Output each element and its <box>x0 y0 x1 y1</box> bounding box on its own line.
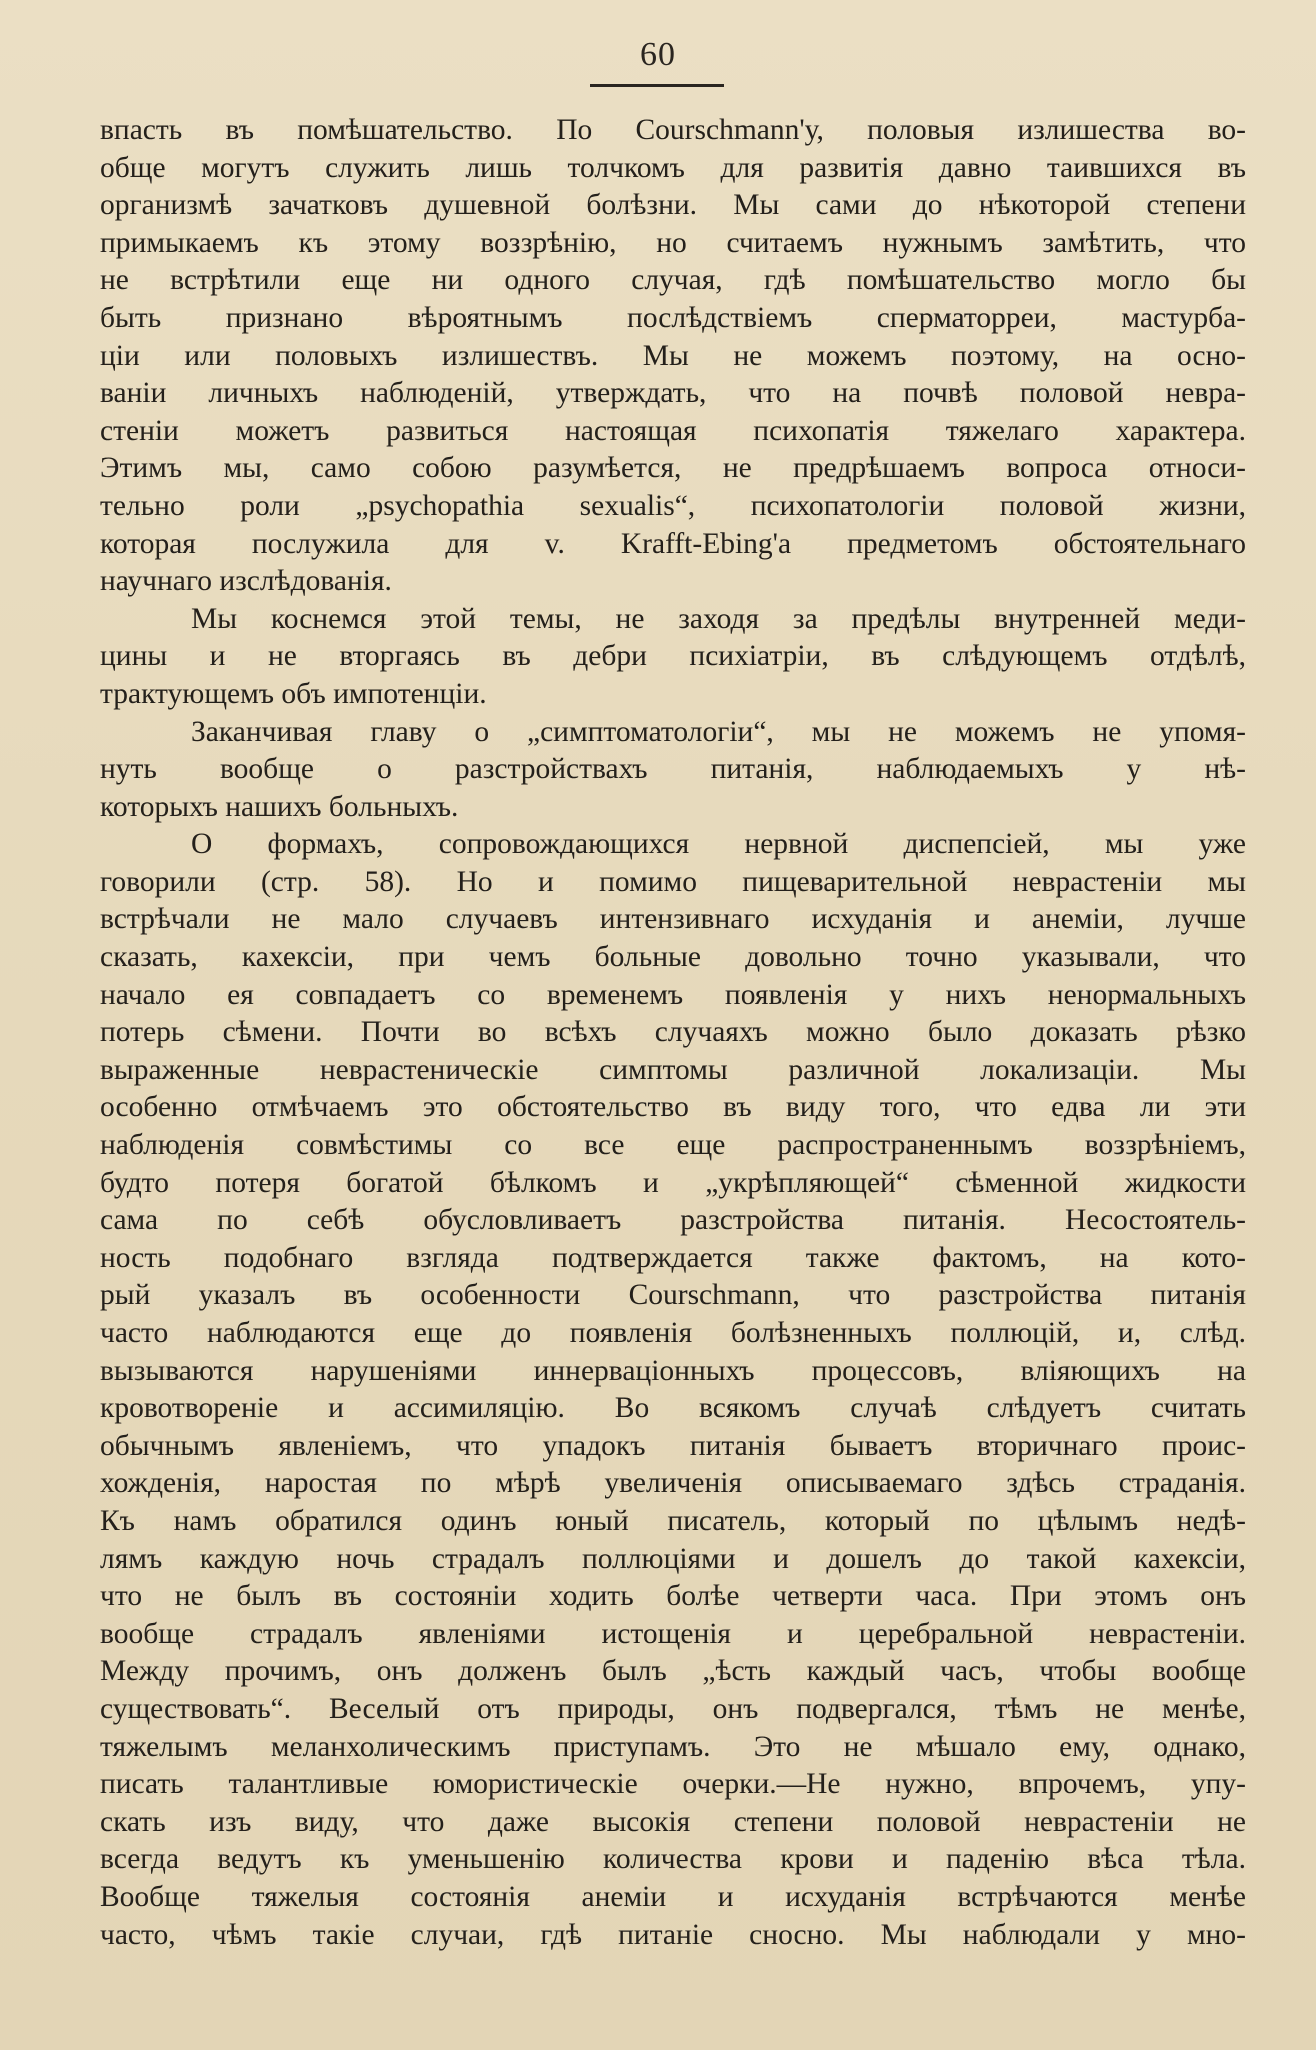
text-line: ваніи личныхъ наблюденій, утверждать, что на почвѣ половой невра- <box>100 377 1246 410</box>
text-line: встрѣчали не мало случаевъ интензивнаго исхуданія и анеміи, лучше <box>100 903 1246 936</box>
text-line: стеніи можетъ развиться настоящая психопатія тяжелаго характера. <box>100 414 1246 447</box>
text-line: Мы коснемся этой темы, не заходя за предѣлы внутренней меди- <box>191 602 1246 635</box>
text-line: вызываются нарушеніями иннерваціонныхъ процессовъ, вліяющихъ на <box>100 1354 1246 1387</box>
text-line: организмѣ зачатковъ душевной болѣзни. Мы сами до нѣкоторой степени <box>100 189 1246 222</box>
text-line: Между прочимъ, онъ долженъ былъ „ѣсть каждый часъ, чтобы вообще <box>100 1655 1246 1688</box>
text-line: наблюденія совмѣстимы со все еще распространеннымъ воззрѣніемъ, <box>100 1129 1246 1162</box>
text-line: сама по себѣ обусловливаетъ разстройства питанія. Несостоятель- <box>100 1204 1246 1237</box>
text-line: вообще страдалъ явленіями истощенія и церебральной неврастеніи. <box>100 1617 1246 1650</box>
text-line: Заканчивая главу о „симптоматологіи“, мы не можемъ не упомя- <box>191 715 1246 748</box>
text-line: скать изъ виду, что даже высокія степени половой неврастеніи не <box>100 1805 1246 1838</box>
page-number: 60 <box>640 36 676 73</box>
text-line: ность подобнаго взгляда подтверждается также фактомъ, на кото- <box>100 1241 1246 1274</box>
text-line: трактующемъ объ импотенціи. <box>100 677 487 710</box>
text-line: которыхъ нашихъ больныхъ. <box>100 790 459 823</box>
text-line: часто, чѣмъ такіе случаи, гдѣ питаніе сносно. Мы наблюдали у мно- <box>100 1918 1246 1951</box>
text-line: всегда ведутъ къ уменьшенію количества крови и паденію вѣса тѣла. <box>100 1843 1246 1876</box>
text-line: лямъ каждую ночь страдалъ поллюціями и дошелъ до такой кахексіи, <box>100 1542 1246 1575</box>
text-line: говорили (стр. 58). Но и помимо пищеварительной неврастеніи мы <box>100 865 1246 898</box>
text-line: ціи или половыхъ излишествъ. Мы не можемъ поэтому, на осно- <box>100 339 1246 372</box>
text-line: потерь сѣмени. Почти во всѣхъ случаяхъ можно было доказать рѣзко <box>100 1016 1246 1049</box>
text-line: Къ намъ обратился одинъ юный писатель, который по цѣлымъ недѣ- <box>100 1504 1246 1537</box>
header-rule <box>590 84 724 87</box>
text-line: которая послужила для v. Krafft-Ebing'а предметомъ обстоятельнаго <box>100 527 1246 560</box>
text-line: сказать, кахексіи, при чемъ больные довольно точно указывали, что <box>100 941 1246 974</box>
text-line: рый указалъ въ особенности Courschmann, что разстройства питанія <box>100 1279 1246 1312</box>
text-line: будто потеря богатой бѣлкомъ и „укрѣпляющей“ сѣменной жидкости <box>100 1166 1246 1199</box>
text-line: хожденія, наростая по мѣрѣ увеличенія описываемаго здѣсь страданія. <box>100 1467 1246 1500</box>
text-line: писать талантливые юмористическіе очерки.—Не нужно, впрочемъ, упу- <box>100 1768 1246 1801</box>
body-text <box>100 112 1246 1954</box>
text-line: часто наблюдаются еще до появленія болѣзненныхъ поллюцій, и, слѣд. <box>100 1317 1246 1349</box>
text-line: что не былъ въ состояніи ходить болѣе четверти часа. При этомъ онъ <box>100 1580 1246 1613</box>
text-line: особенно отмѣчаемъ это обстоятельство въ виду того, что едва ли эти <box>100 1091 1246 1124</box>
text-line: Вообще тяжелыя состоянія анеміи и исхуданія встрѣчаются менѣе <box>100 1880 1246 1913</box>
text-line: цины и не вторгаясь въ дебри психіатріи, въ слѣдующемъ отдѣлѣ, <box>100 640 1246 673</box>
text-line: примыкаемъ къ этому воззрѣнію, но считаемъ нужнымъ замѣтить, что <box>100 226 1246 259</box>
text-line: обще могутъ служить лишь толчкомъ для развитія давно таившихся въ <box>100 151 1246 184</box>
text-line: начало ея совпадаетъ со временемъ появленія у нихъ ненормальныхъ <box>100 978 1246 1011</box>
text-line: научнаго изслѣдованія. <box>100 565 392 598</box>
text-line: кровотвореніе и ассимиляцію. Во всякомъ случаѣ слѣдуетъ считать <box>100 1392 1246 1425</box>
text-line: обычнымъ явленіемъ, что упадокъ питанія бываетъ вторичнаго проис- <box>100 1429 1246 1462</box>
text-line: не встрѣтили еще ни одного случая, гдѣ помѣшательство могло бы <box>100 264 1246 297</box>
text-line: тяжелымъ меланхолическимъ приступамъ. Это не мѣшало ему, однако, <box>100 1730 1246 1763</box>
text-line: существовать“. Веселый отъ природы, онъ подвергался, тѣмъ не менѣе, <box>100 1692 1246 1725</box>
text-line: впасть въ помѣшательство. По Courschmann'у, половыя излишества во- <box>100 114 1246 146</box>
text-line: быть признано вѣроятнымъ послѣдствіемъ сперматорреи, мастурба- <box>100 301 1246 334</box>
text-line: нуть вообще о разстройствахъ питанія, наблюдаемыхъ у нѣ- <box>100 753 1246 786</box>
text-line: тельно роли „psychopathia sexualis“, психопатологіи половой жизни, <box>100 489 1246 522</box>
text-line: Этимъ мы, само собою разумѣется, не предрѣшаемъ вопроса относи- <box>100 452 1246 485</box>
text-line: выраженные неврастеническіе симптомы различной локализаціи. Мы <box>100 1053 1246 1086</box>
text-line: О формахъ, сопровождающихся нервной диспепсіей, мы уже <box>191 828 1246 861</box>
